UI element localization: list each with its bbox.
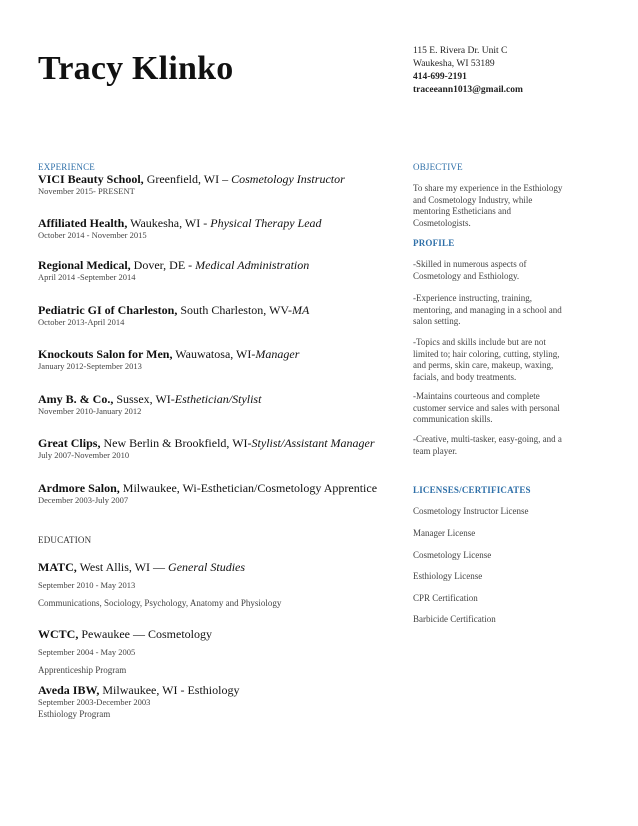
job-location: Sussex, WI- [113, 392, 175, 406]
school-dates: September 2003-December 2003 [38, 697, 151, 707]
school-note: Esthiology Program [38, 709, 111, 719]
school-name: Aveda IBW, [38, 683, 100, 697]
job-entry [38, 258, 398, 283]
job-company: VICI Beauty School, [38, 172, 144, 186]
phone-number: 414-699-2191 [413, 72, 467, 82]
job-entry [38, 392, 398, 417]
objective-heading: OBJECTIVE [413, 162, 463, 172]
job-entry [38, 436, 398, 461]
profile-item: -Skilled in numerous aspects of Cosmetology and Esthiology. [413, 259, 527, 281]
license-item: Cosmetology Instructor License [413, 506, 529, 516]
address-line-2: Waukesha, WI 53189 [413, 59, 495, 69]
education-heading: EDUCATION [38, 535, 92, 545]
school-note: Apprenticeship Program [38, 665, 127, 675]
job-role: MA [291, 303, 310, 317]
resume-name: Tracy Klinko [38, 50, 234, 87]
job-company: Pediatric GI of Charleston, [38, 303, 178, 317]
job-location: Milwaukee, Wi-Esthetician/Cosmetology Apprentice [119, 481, 378, 495]
job-location: New Berlin & Brookfield, WI- [100, 436, 252, 450]
job-role: Esthetician/Stylist [174, 392, 262, 406]
job-location: South Charleston, WV- [177, 303, 292, 317]
email-address: traceeann1013@gmail.com [413, 85, 523, 95]
school-dates: September 2010 - May 2013 [38, 580, 136, 590]
job-company: Affiliated Health, [38, 216, 128, 230]
profile-item: -Experience instructing, training, mentoring, and managing in a school and salon setting. [413, 293, 562, 326]
job-location: Dover, DE - [130, 258, 196, 272]
contact-block [413, 45, 523, 97]
job-location: Greenfield, WI – [143, 172, 232, 186]
licenses-heading: LICENSES/CERTIFICATES [413, 485, 531, 495]
license-item: Esthiology License [413, 571, 483, 581]
job-location: Waukesha, WI - [127, 216, 211, 230]
profile-item: -Maintains courteous and complete customer service and sales with personal communication skills. [413, 391, 560, 424]
job-company: Amy B. & Co., [38, 392, 114, 406]
license-item: CPR Certification [413, 593, 478, 603]
job-dates: November 2010-January 2012 [38, 406, 142, 416]
profile-heading: PROFILE [413, 238, 455, 248]
school-location: Milwaukee, WI - Esthiology [99, 683, 240, 697]
education-entry [38, 560, 398, 609]
profile-item: -Topics and skills include but are not limited to; hair coloring, cutting, styling, and perms, skin care, makeup, waxing, facials, and body treatments. [413, 337, 560, 382]
license-item: Barbicide Certification [413, 614, 496, 624]
profile-item: -Creative, multi-tasker, easy-going, and a team player. [413, 434, 562, 456]
job-entry [38, 216, 398, 241]
job-role: Medical Administration [195, 258, 310, 272]
job-role: Cosmetology Instructor [231, 172, 345, 186]
school-location: West Allis, WI — [76, 560, 169, 574]
license-item: Cosmetology License [413, 550, 492, 560]
objective-text: To share my experience in the Esthiology and Cosmetology Industry, while mentoring Estheticians and Cosmetologists. [413, 183, 563, 228]
job-dates: October 2014 - November 2015 [38, 230, 147, 240]
school-dates: September 2004 - May 2005 [38, 647, 136, 657]
education-entry [38, 627, 398, 676]
job-role: Stylist/Assistant Manager [251, 436, 375, 450]
job-dates: November 2015- PRESENT [38, 186, 135, 196]
job-company: Regional Medical, [38, 258, 131, 272]
job-dates: April 2014 -September 2014 [38, 272, 136, 282]
job-role: Manager [255, 347, 300, 361]
job-entry [38, 303, 398, 328]
job-company: Knockouts Salon for Men, [38, 347, 173, 361]
education-entry [38, 683, 398, 720]
school-location: Pewaukee — Cosmetology [78, 627, 212, 641]
license-item: Manager License [413, 528, 476, 538]
address-line-1: 115 E. Rivera Dr. Unit C [413, 46, 508, 56]
job-dates: October 2013-April 2014 [38, 317, 125, 327]
job-entry [38, 481, 398, 506]
job-dates: December 2003-July 2007 [38, 495, 129, 505]
job-dates: January 2012-September 2013 [38, 361, 142, 371]
school-note: Communications, Sociology, Psychology, Anatomy and Physiology [38, 598, 282, 608]
job-role: Physical Therapy Lead [210, 216, 322, 230]
experience-heading: EXPERIENCE [38, 162, 95, 172]
school-name: MATC, [38, 560, 77, 574]
job-entry [38, 172, 398, 197]
job-dates: July 2007-November 2010 [38, 450, 130, 460]
job-entry [38, 347, 398, 372]
school-name: WCTC, [38, 627, 79, 641]
job-company: Ardmore Salon, [38, 481, 120, 495]
job-location: Wauwatosa, WI- [172, 347, 256, 361]
job-company: Great Clips, [38, 436, 101, 450]
school-program: General Studies [168, 560, 246, 574]
